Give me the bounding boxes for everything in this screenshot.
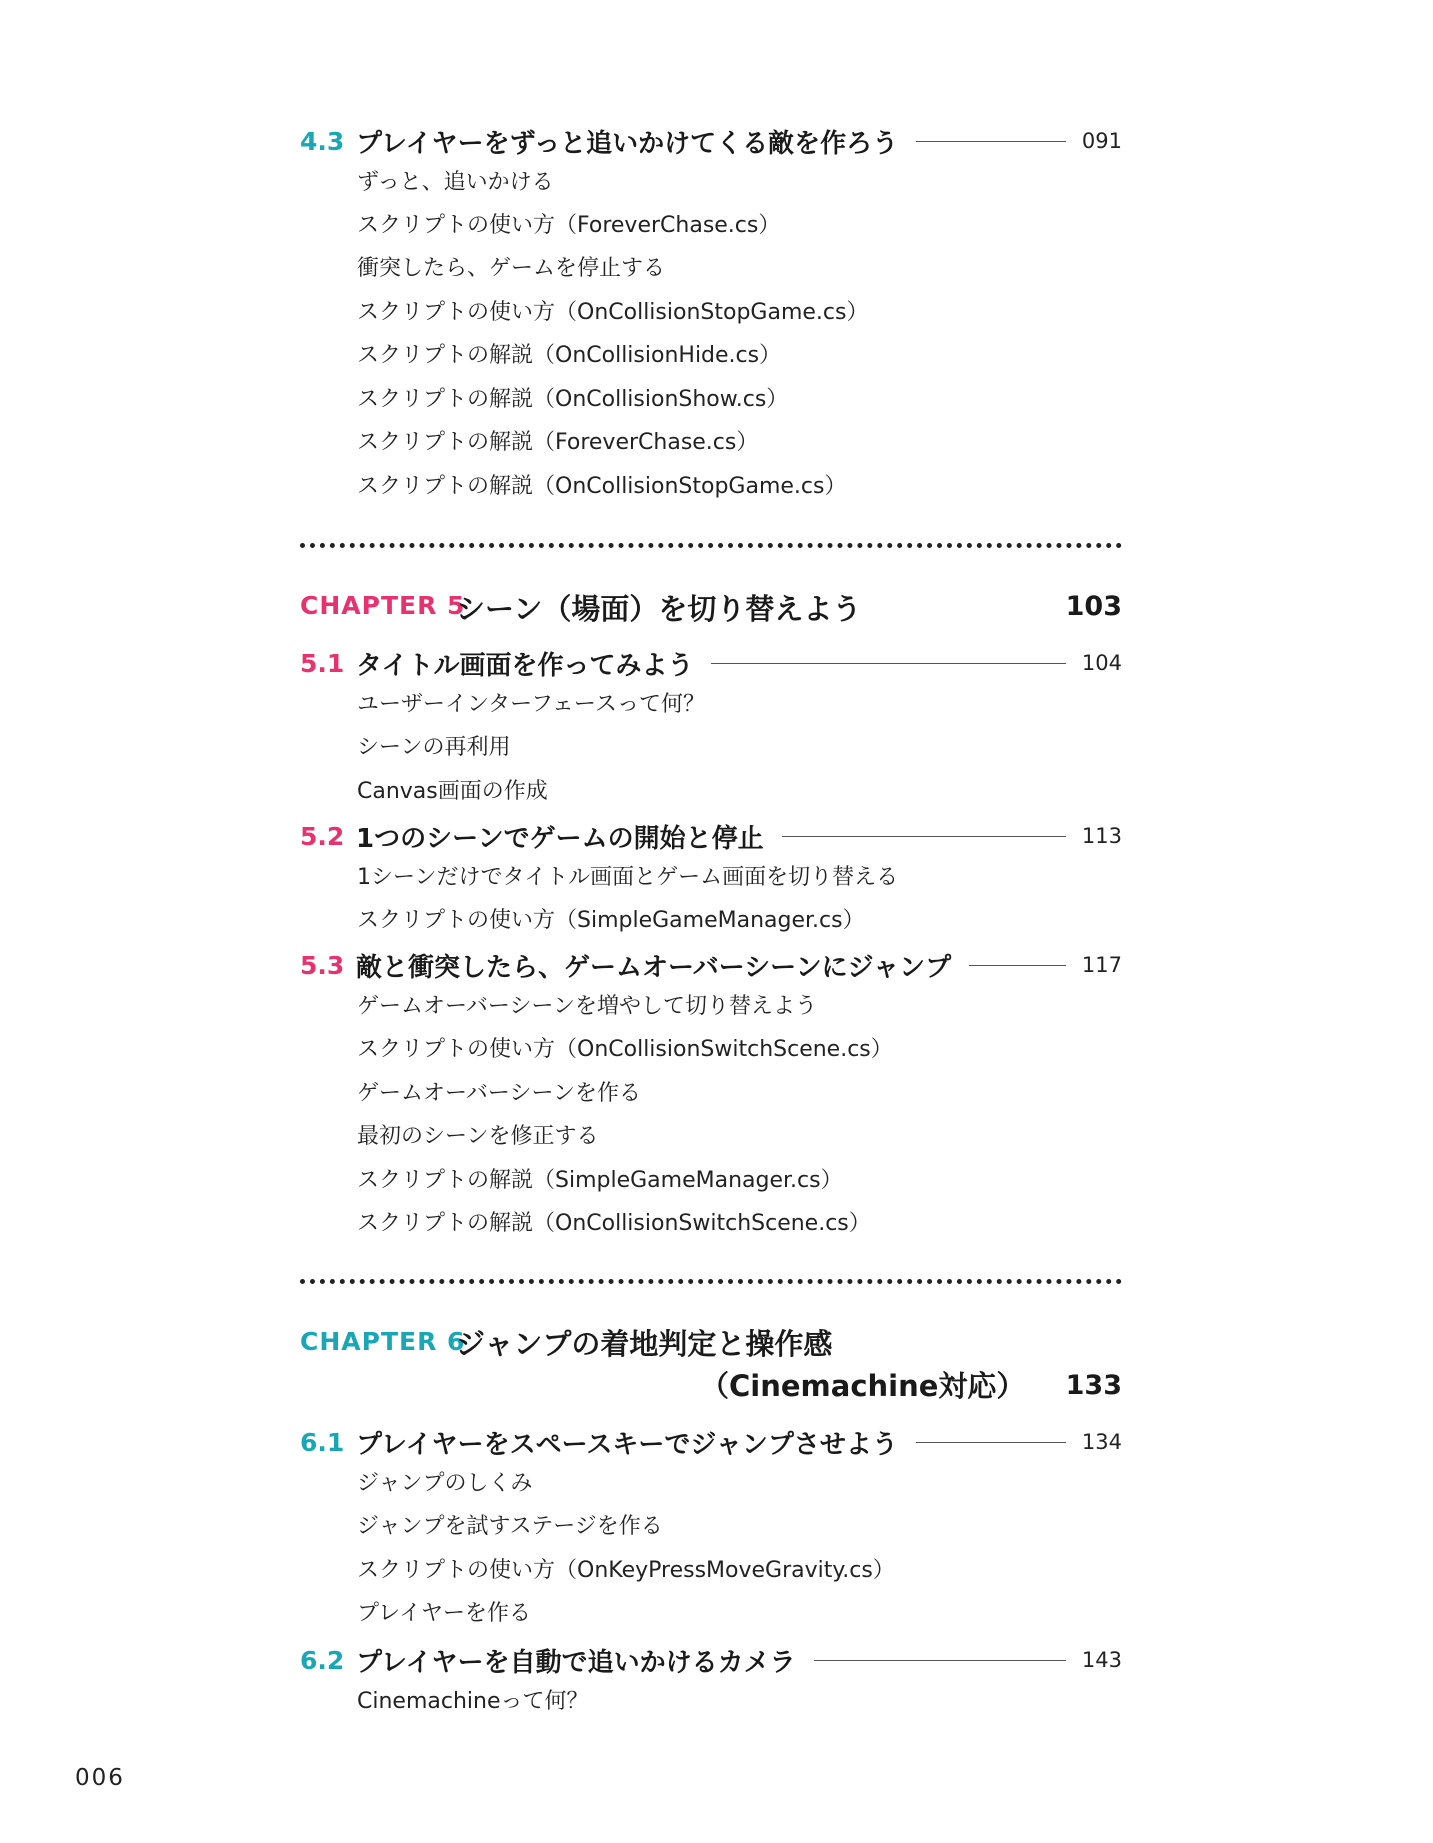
section-title: 敵と衝突したら、ゲームオーバーシーンにジャンプ	[356, 952, 952, 983]
leader-line	[711, 663, 1066, 664]
section-title: プレイヤーを自動で追いかけるカメラ	[356, 1647, 796, 1678]
leader-line	[814, 1660, 1066, 1661]
section-number: 6.1	[300, 1427, 345, 1457]
toc-item[interactable]: シーンの再利用	[357, 735, 511, 760]
chapter-page: 133	[1065, 1370, 1122, 1401]
section-number: 5.3	[300, 950, 345, 980]
leader-line	[916, 141, 1066, 142]
section-title: 1つのシーンでゲームの開始と停止	[356, 823, 764, 854]
toc-item[interactable]: 衝突したら、ゲームを停止する	[357, 256, 666, 281]
toc-item[interactable]: スクリプトの解説（ForeverChase.cs）	[357, 430, 759, 455]
section-title: プレイヤーをずっと追いかけてくる敵を作ろう	[356, 128, 899, 159]
page-number: 006	[75, 1765, 125, 1791]
toc-section-5-1[interactable]	[300, 643, 1122, 683]
chapter-title[interactable]: シーン（場面）を切り替えよう	[456, 592, 862, 626]
section-page: 091	[1081, 129, 1122, 153]
toc-item[interactable]: スクリプトの解説（OnCollisionStopGame.cs）	[357, 474, 847, 499]
toc-section-6-1[interactable]	[300, 1422, 1122, 1462]
toc-item[interactable]: スクリプトの解説（OnCollisionHide.cs）	[357, 343, 782, 368]
section-number: 4.3	[300, 126, 345, 156]
toc-item[interactable]: スクリプトの使い方（OnCollisionSwitchScene.cs）	[357, 1037, 893, 1062]
toc-item[interactable]: 1シーンだけでタイトル画面とゲーム画面を切り替える	[357, 865, 899, 890]
section-page: 143	[1081, 1648, 1122, 1672]
leader-line	[916, 1442, 1066, 1443]
leader-line	[969, 965, 1066, 966]
toc-item[interactable]: スクリプトの解説（OnCollisionShow.cs）	[357, 387, 789, 412]
toc-item[interactable]: スクリプトの解説（SimpleGameManager.cs）	[357, 1168, 843, 1193]
toc-item[interactable]: プレイヤーを作る	[357, 1601, 532, 1626]
toc-item[interactable]: ユーザーインターフェースって何？	[357, 692, 706, 717]
toc-item[interactable]: Canvas画面の作成	[357, 779, 548, 804]
section-number: 5.1	[300, 648, 345, 678]
toc-section-5-2[interactable]	[300, 816, 1122, 856]
toc-item[interactable]: 最初のシーンを修正する	[357, 1124, 599, 1149]
toc-item[interactable]: ジャンプのしくみ	[357, 1471, 533, 1496]
toc-item[interactable]: スクリプトの使い方（SimpleGameManager.cs）	[357, 908, 865, 933]
leader-line	[782, 836, 1066, 837]
chapter-divider	[300, 1279, 1122, 1284]
toc-item[interactable]: スクリプトの使い方（OnKeyPressMoveGravity.cs）	[357, 1558, 895, 1583]
toc-item[interactable]: スクリプトの使い方（OnCollisionStopGame.cs）	[357, 300, 869, 325]
toc-section-4-3[interactable]	[300, 121, 1122, 161]
section-number: 6.2	[300, 1645, 345, 1675]
toc-item[interactable]: スクリプトの使い方（ForeverChase.cs）	[357, 213, 781, 238]
section-page: 113	[1081, 824, 1122, 848]
toc-item[interactable]: ずっと、追いかける	[357, 170, 554, 195]
toc-item[interactable]: ゲームオーバーシーンを作る	[357, 1081, 642, 1106]
chapter-divider	[300, 543, 1122, 548]
section-title: プレイヤーをスペースキーでジャンプさせよう	[356, 1429, 898, 1460]
chapter-label: CHAPTER 5	[300, 591, 466, 620]
section-page: 117	[1081, 953, 1122, 977]
section-number: 5.2	[300, 821, 345, 851]
toc-item[interactable]: Cinemachineって何？	[357, 1689, 589, 1714]
section-title: タイトル画面を作ってみよう	[356, 650, 694, 681]
toc-item[interactable]: スクリプトの解説（OnCollisionSwitchScene.cs）	[357, 1211, 871, 1236]
toc-item[interactable]: ゲームオーバーシーンを増やして切り替えよう	[357, 994, 818, 1019]
section-page: 134	[1081, 1430, 1122, 1454]
toc-section-6-2[interactable]	[300, 1640, 1122, 1680]
chapter-title-line-2[interactable]: （Cinemachine対応）	[700, 1369, 1026, 1403]
chapter-page: 103	[1065, 591, 1122, 622]
chapter-title[interactable]: ジャンプの着地判定と操作感	[456, 1327, 833, 1361]
chapter-label: CHAPTER 6	[300, 1327, 466, 1356]
toc-section-5-3[interactable]	[300, 945, 1122, 985]
section-page: 104	[1081, 651, 1122, 675]
toc-item[interactable]: ジャンプを試すステージを作る	[357, 1514, 663, 1539]
